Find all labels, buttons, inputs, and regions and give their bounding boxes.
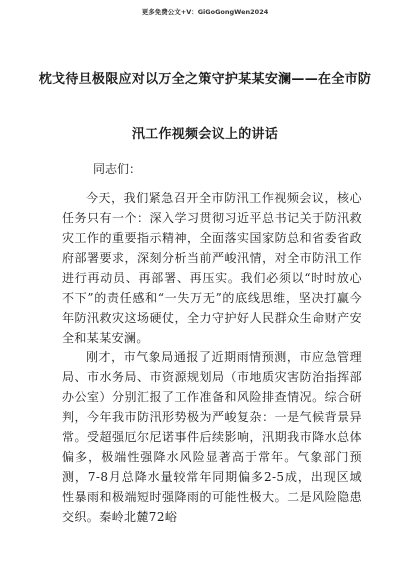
document-title-line-2: 汛工作视频会议上的讲话 <box>131 127 279 142</box>
document-title-line-1: 枕戈待旦极限应对以万全之策守护某某安澜——在全市防 <box>38 72 372 87</box>
body-paragraph-2: 刚才，市气象局通报了近期雨情预测，市应急管理局、市水务局、市资源规划局（市地质灾害防治指挥部办公室）分别汇报了工作准备和风险排查情况。综合研判，今年我市防汛形势极为严峻复杂：一是气候背景异常。受超强厄尔尼诺事件后续影响，汛期我市降水总体偏多，极端性强降水风险显著高于常年。气象部门预测，7-8月总降水量较常年同期偏多2-5成，出现区域性暴雨和极端短时强降雨的可能性极大。二是风险隐患交织。秦岭北麓72峪 <box>62 350 362 524</box>
header-note: 更多免费公文+V：GiGoGongWen2024 <box>141 8 269 16</box>
body-paragraph-1: 今天，我们紧急召开全市防汛工作视频会议，核心任务只有一个：深入学习贯彻习近平总书记关于防汛救灾工作的重要指示精神，全面落实国家防总和省委省政府部署要求，深刻分析当前严峻汛情，对全市防汛工作进行再动员、再部署、再压实。我们必须以“时时放心不下”的责任感和“一失万无”的底线思维，坚决打赢今年防汛救灾这场硬仗，全力守护好人民群众生命财产安全和某某安澜。 <box>62 191 362 345</box>
salutation: 同志们： <box>93 162 142 176</box>
